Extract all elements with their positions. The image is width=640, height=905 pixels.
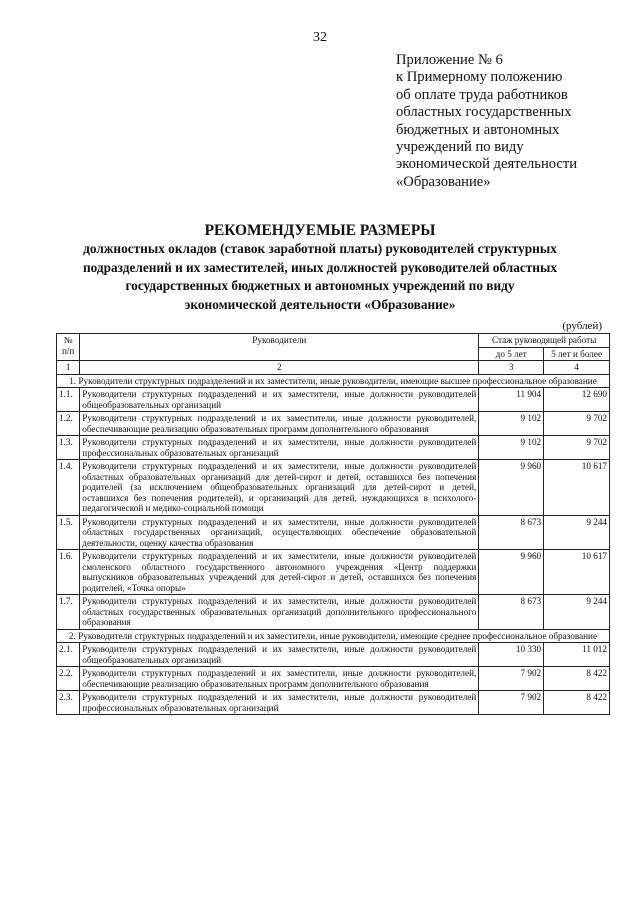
row-salary-5-plus: 9 702 [544,436,610,460]
row-number: 1.1. [57,388,80,412]
row-position-name: Руководители структурных подразделений и их заместители, иные должности руководителей общеобразовательных организаций [80,388,479,412]
section-header-row [57,629,610,643]
row-position-name: Руководители структурных подразделений и их заместители, иные должности руководителей профессиональных образовательных организаций [80,691,479,715]
header-exp-short: до 5 лет [479,347,544,361]
row-salary-under-5: 9 102 [479,436,544,460]
col-number: 4 [544,361,610,375]
row-salary-under-5: 11 904 [479,388,544,412]
currency-units: (рублей) [562,320,602,332]
row-salary-under-5: 10 330 [479,643,544,667]
row-number: 1.6. [57,550,80,595]
table-row [57,691,610,715]
row-position-name: Руководители структурных подразделений и их заместители, иные должности руководителей, обеспечивающие реализацию образовательных программ дополнительного образования [80,667,479,691]
table-row [57,515,610,550]
table-row [57,667,610,691]
appendix-line: «Образование» [396,173,491,190]
row-salary-5-plus: 9 244 [544,595,610,630]
section-title: 2. Руководители структурных подразделений и их заместители, иные руководители, имеющие среднее профессиональное образование [57,629,610,643]
appendix-line: областных государственных [396,104,572,121]
row-salary-under-5: 9 960 [479,460,544,516]
appendix-line: об оплате труда работников [396,86,568,103]
row-salary-5-plus: 8 422 [544,691,610,715]
row-number: 1.3. [57,436,80,460]
row-salary-5-plus: 12 690 [544,388,610,412]
table-row [57,412,610,436]
row-position-name: Руководители структурных подразделений и их заместители, иные должности руководителей областных государственных образовательных организаций дополнительного профессионального образования [80,595,479,630]
row-salary-5-plus: 11 012 [544,643,610,667]
column-numbers-row [57,361,610,375]
title-sub-line: подразделений и их заместителей, иных должностей руководителей областных [82,259,558,275]
row-position-name: Руководители структурных подразделений и их заместители, иные должности руководителей областных государственных организаций, осуществляющих обеспечение образовательной деятельности, оценку качества образования [80,515,479,550]
row-position-name: Руководители структурных подразделений и их заместители, иные должности руководителей, обеспечивающие реализацию образовательных программ дополнительного образования [80,412,479,436]
row-salary-5-plus: 9 244 [544,515,610,550]
row-salary-5-plus: 10 617 [544,550,610,595]
row-position-name: Руководители структурных подразделений и их заместители, иные должности руководителей смоленского областного государственного автономного учреждения «Центр поддержки выпускников образовательных учреждений для детей-сирот и детей, оставшихся без попечения родителей, «Точка опоры» [80,550,479,595]
appendix-line: к Примерному положению [396,69,563,86]
title-sub-line: экономической деятельности «Образование» [184,296,456,312]
row-number: 2.1. [57,643,80,667]
header-exp-long: 5 лет и более [544,347,610,361]
appendix-line: Приложение № 6 [396,52,503,68]
row-salary-under-5: 8 673 [479,595,544,630]
title-sub-line: государственных бюджетных и автономных учреждений по виду [125,278,515,293]
row-number: 1.2. [57,412,80,436]
header-row [57,334,610,348]
row-salary-under-5: 8 673 [479,515,544,550]
table-row [57,643,610,667]
col-number: 1 [57,361,80,375]
table-row [57,595,610,630]
row-position-name: Руководители структурных подразделений и их заместители, иные должности руководителей областных образовательных организаций для детей-сирот и детей, оставшихся без попечения родителей (за исключением общеобразовательных организаций для детей-сирот и детей, оставшихся без попечения родителей), и организаций для детей, нуждающихся в психолого-педагогической и медико-социальной помощи [80,460,479,516]
row-position-name: Руководители структурных подразделений и их заместители, иные должности руководителей профессиональных образовательных организаций [80,436,479,460]
row-number: 2.2. [57,667,80,691]
col-number: 3 [479,361,544,375]
document-title [0,222,640,314]
row-salary-under-5: 9 960 [479,550,544,595]
salary-table [56,333,610,715]
table-row [57,388,610,412]
page-number: 32 [313,30,327,45]
row-number: 1.4. [57,460,80,516]
row-number: 1.5. [57,515,80,550]
row-number: 1.7. [57,595,80,630]
row-salary-under-5: 9 102 [479,412,544,436]
appendix-line: учреждений по виду [396,139,524,156]
table-row [57,436,610,460]
row-salary-5-plus: 10 617 [544,460,610,516]
title-main: РЕКОМЕНДУЕМЫЕ РАЗМЕРЫ [204,222,436,239]
header-experience: Стаж руководящей работы [479,334,610,348]
title-sub-line: должностных окладов (ставок заработной платы) руководителей структурных [83,241,557,256]
row-salary-5-plus: 9 702 [544,412,610,436]
section-header-row [57,374,610,388]
row-position-name: Руководители структурных подразделений и их заместители, иные должности руководителей общеобразовательных организаций [80,643,479,667]
row-salary-under-5: 7 902 [479,691,544,715]
appendix-note [396,52,626,191]
header-leaders: Руководители [80,334,479,361]
table-row [57,460,610,516]
table-row [57,550,610,595]
row-salary-under-5: 7 902 [479,667,544,691]
section-title: 1. Руководители структурных подразделений и их заместители, иные руководители, имеющие высшее профессиональное образование [57,374,610,388]
col-number: 2 [80,361,479,375]
appendix-line: экономической деятельности [396,156,578,173]
row-number: 2.3. [57,691,80,715]
header-num: № п/п [57,334,80,361]
row-salary-5-plus: 8 422 [544,667,610,691]
appendix-line: бюджетных и автономных [396,121,560,138]
